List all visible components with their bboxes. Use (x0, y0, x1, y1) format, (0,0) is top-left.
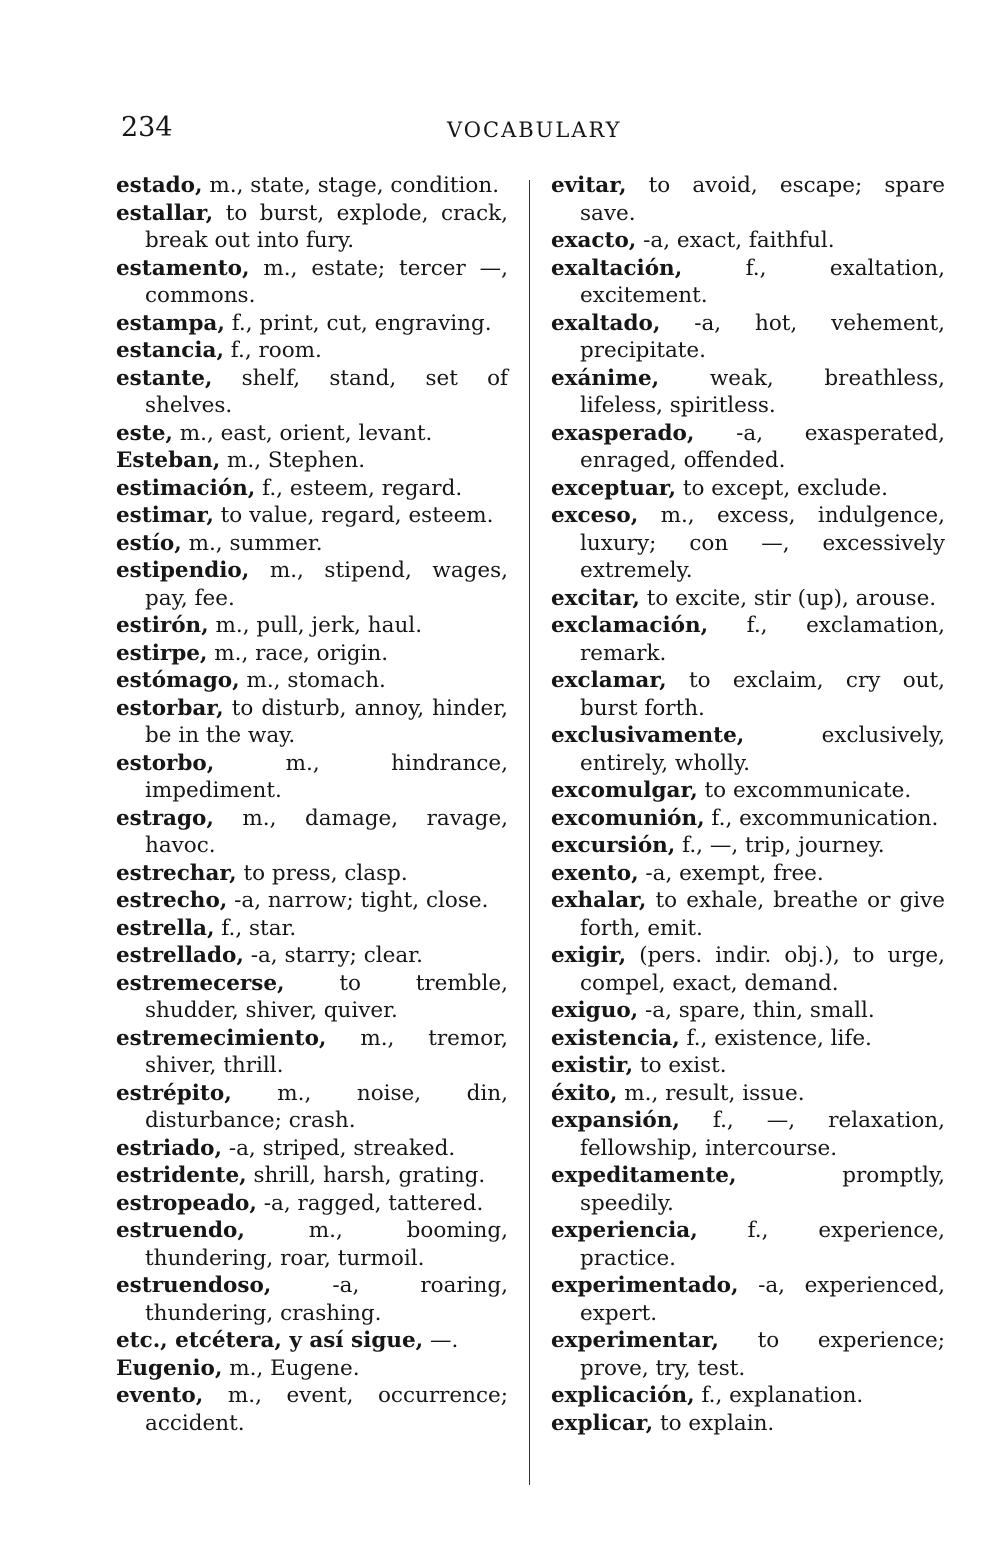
vocabulary-entry (116, 1355, 508, 1383)
vocabulary-entry (116, 1327, 508, 1355)
definition: m., Eugene. (229, 1355, 360, 1381)
headword: exigir, (551, 943, 627, 968)
definition: weak, breathless, lifeless, spiritless. (580, 365, 945, 418)
definition: f., room. (230, 338, 322, 363)
definition: to tremble, shudder, shiver, quiver. (145, 970, 508, 1023)
vocabulary-entry (116, 1135, 508, 1163)
definition: to explain. (659, 1410, 775, 1436)
vocabulary-entry (116, 1162, 508, 1190)
vocabulary-entry (116, 1217, 508, 1272)
vocabulary-entry (551, 502, 945, 585)
definition: m., hindrance, impediment. (145, 750, 508, 803)
headword: experiencia, (551, 1218, 698, 1243)
definition: to exclaim, cry out, burst forth. (580, 668, 945, 721)
vocabulary-entry (551, 805, 945, 833)
headword: éxito, (551, 1080, 618, 1106)
vocabulary-entry (551, 420, 945, 475)
vocabulary-entry (551, 612, 945, 667)
headword: explicación, (551, 1383, 695, 1408)
headword: experimentado, (551, 1273, 739, 1298)
headword: exclamación, (551, 613, 709, 638)
definition: f., experience, practice. (580, 1218, 945, 1271)
vocabulary-entry (551, 1080, 945, 1108)
headword: estrecho, (116, 888, 228, 913)
vocabulary-entry (551, 942, 945, 997)
vocabulary-entry (116, 1025, 508, 1080)
headword: exánime, (551, 365, 660, 391)
vocabulary-entry (551, 255, 945, 310)
vocabulary-entry (551, 1382, 945, 1410)
headword: exceptuar, (551, 475, 677, 501)
definition: shrill, harsh, grating. (253, 1163, 486, 1188)
headword: estado, (116, 173, 203, 198)
vocabulary-entry (116, 1382, 508, 1437)
definition: f., —, trip, journey. (682, 833, 885, 858)
vocabulary-entry (116, 1272, 508, 1327)
definition: m., event, occurrence; accident. (145, 1383, 508, 1436)
vocabulary-entry (116, 750, 508, 805)
definition: promptly, speedily. (580, 1163, 945, 1216)
definition: -a, exasperated, enraged, offended. (580, 420, 945, 473)
definition: f., existence, life. (686, 1025, 872, 1051)
headword: existir, (551, 1053, 634, 1078)
vocabulary-entry (551, 1272, 945, 1327)
definition: to excommunicate. (704, 778, 912, 803)
headword: expeditamente, (551, 1163, 737, 1188)
vocabulary-entry (116, 365, 508, 420)
headword: existencia, (551, 1025, 680, 1051)
definition: to press, clasp. (243, 860, 408, 886)
headword: exaltación, (551, 255, 683, 281)
headword: estimación, (116, 475, 256, 501)
definition: m., stomach. (246, 668, 386, 693)
definition: m., estate; tercer —, commons. (145, 255, 508, 308)
definition: m., result, issue. (624, 1080, 805, 1106)
headword: exacto, (551, 228, 637, 253)
headword: expansión, (551, 1108, 680, 1133)
vocabulary-entry (551, 1217, 945, 1272)
definition: m., damage, ravage, havoc. (145, 805, 508, 858)
definition: -a, roaring, thundering, crashing. (145, 1273, 508, 1326)
headword: etc., etcétera, y así sigue, (116, 1328, 424, 1353)
running-head: VOCABULARY (447, 118, 622, 142)
definition: f., print, cut, engraving. (231, 310, 492, 336)
headword: estómago, (116, 668, 240, 693)
headword: excitar, (551, 585, 640, 611)
headword: exaltado, (551, 310, 661, 336)
definition: -a, narrow; tight, close. (234, 888, 489, 913)
definition: f., esteem, regard. (262, 475, 463, 501)
definition: f., explanation. (701, 1383, 864, 1408)
vocabulary-entry (116, 255, 508, 310)
vocabulary-entry (551, 227, 945, 255)
right-column (551, 172, 945, 1437)
vocabulary-entry (551, 860, 945, 888)
definition: (pers. indir. obj.), to urge, compel, exact, demand. (580, 943, 945, 996)
vocabulary-entry (116, 530, 508, 558)
vocabulary-entry (116, 640, 508, 668)
definition: m., race, origin. (214, 640, 389, 666)
headword: estimar, (116, 503, 214, 528)
definition: -a, ragged, tattered. (263, 1190, 484, 1216)
headword: estrechar, (116, 860, 237, 886)
headword: excomulgar, (551, 778, 698, 803)
definition: m., summer. (188, 530, 323, 556)
headword: exceso, (551, 503, 639, 528)
definition: to experience; prove, try, test. (580, 1328, 945, 1381)
headword: estamento, (116, 255, 250, 281)
definition: to exhale, breathe or give forth, emit. (580, 888, 945, 941)
vocabulary-entry (551, 667, 945, 722)
headword: estrella, (116, 915, 215, 941)
headword: estruendo, (116, 1218, 245, 1243)
definition: f., —, relaxation, fellowship, intercourse. (580, 1108, 945, 1161)
headword: estirón, (116, 613, 209, 638)
definition: to value, regard, esteem. (220, 503, 494, 528)
vocabulary-entry (116, 200, 508, 255)
vocabulary-entry (551, 887, 945, 942)
definition: m., pull, jerk, haul. (215, 613, 423, 638)
definition: -a, experienced, expert. (580, 1273, 945, 1326)
definition: to burst, explode, crack, break out into fury. (145, 200, 508, 253)
vocabulary-entry (116, 915, 508, 943)
vocabulary-entry (551, 832, 945, 860)
headword: experimentar, (551, 1328, 719, 1353)
vocabulary-entry (116, 695, 508, 750)
definition: m., stipend, wages, pay, fee. (145, 558, 508, 611)
definition: to excite, stir (up), arouse. (646, 585, 937, 611)
definition: -a, spare, thin, small. (645, 998, 875, 1023)
headword: exiguo, (551, 998, 639, 1023)
vocabulary-entry (116, 612, 508, 640)
vocabulary-entry (551, 1410, 945, 1438)
definition: -a, exact, faithful. (643, 228, 835, 253)
definition: f., exaltation, excitement. (580, 255, 945, 308)
definition: -a, exempt, free. (645, 860, 824, 886)
vocabulary-entry (116, 942, 508, 970)
vocabulary-entry (551, 1327, 945, 1382)
headword: estrago, (116, 805, 214, 831)
headword: excursión, (551, 833, 676, 858)
definition: to exist. (639, 1053, 727, 1078)
vocabulary-entry (116, 1080, 508, 1135)
headword: estriado, (116, 1135, 222, 1161)
vocabulary-entry (551, 997, 945, 1025)
headword: exhalar, (551, 888, 647, 913)
headword: este, (116, 420, 173, 446)
headword: estruendoso, (116, 1273, 272, 1298)
headword: estropeado, (116, 1190, 257, 1216)
headword: estrépito, (116, 1080, 232, 1106)
headword: estallar, (116, 200, 214, 226)
definition: -a, hot, vehement, precipitate. (580, 310, 945, 363)
vocabulary-entry (551, 1052, 945, 1080)
headword: estremecimiento, (116, 1025, 327, 1051)
definition: m., east, orient, levant. (179, 420, 433, 446)
headword: estancia, (116, 338, 224, 363)
headword: estipendio, (116, 558, 250, 583)
definition: f., star. (221, 915, 297, 941)
definition: —. (430, 1328, 459, 1353)
vocabulary-entry (116, 502, 508, 530)
definition: -a, starry; clear. (250, 943, 423, 968)
definition: exclusively, entirely, wholly. (580, 723, 945, 776)
vocabulary-entry (551, 585, 945, 613)
vocabulary-entry (116, 887, 508, 915)
vocabulary-entry (551, 475, 945, 503)
headword: estirpe, (116, 640, 208, 666)
vocabulary-entry (551, 310, 945, 365)
headword: estío, (116, 530, 182, 556)
headword: Eugenio, (116, 1355, 223, 1381)
vocabulary-entry (116, 337, 508, 365)
vocabulary-entry (116, 172, 508, 200)
headword: estampa, (116, 310, 225, 336)
definition: m., excess, indulgence, luxury; con —, excessively extremely. (580, 503, 945, 583)
definition: to disturb, annoy, hinder, be in the way. (145, 695, 508, 748)
headword: estrellado, (116, 943, 244, 968)
definition: shelf, stand, set of shelves. (145, 365, 508, 418)
headword: estremecerse, (116, 970, 285, 996)
headword: exclusivamente, (551, 723, 745, 748)
vocabulary-entry (551, 722, 945, 777)
vocabulary-entry (116, 805, 508, 860)
definition: f., exclamation, remark. (580, 613, 945, 666)
definition: f., excommunication. (711, 805, 939, 831)
vocabulary-entry (551, 1107, 945, 1162)
headword: Esteban, (116, 448, 221, 473)
definition: -a, striped, streaked. (228, 1135, 456, 1161)
definition: m., Stephen. (227, 448, 366, 473)
headword: estorbar, (116, 695, 224, 721)
definition: m., state, stage, condition. (209, 173, 500, 198)
definition: m., noise, din, disturbance; crash. (145, 1080, 508, 1133)
definition: m., booming, thundering, roar, turmoil. (145, 1218, 508, 1271)
vocabulary-entry (116, 667, 508, 695)
vocabulary-entry (116, 420, 508, 448)
vocabulary-entry (551, 365, 945, 420)
headword: exclamar, (551, 668, 667, 693)
headword: evento, (116, 1383, 204, 1408)
vocabulary-entry (551, 172, 945, 227)
headword: exento, (551, 860, 639, 886)
headword: estante, (116, 365, 213, 391)
left-column (116, 172, 508, 1437)
vocabulary-entry (116, 310, 508, 338)
headword: exasperado, (551, 420, 695, 446)
column-divider (529, 180, 530, 1485)
definition: to except, exclude. (682, 475, 888, 501)
headword: excomunión, (551, 805, 705, 831)
vocabulary-entry (116, 860, 508, 888)
vocabulary-entry (116, 970, 508, 1025)
vocabulary-entry (116, 475, 508, 503)
definition: m., tremor, shiver, thrill. (145, 1025, 508, 1078)
definition: to avoid, escape; spare save. (580, 173, 945, 226)
headword: estorbo, (116, 750, 215, 776)
page-number: 234 (121, 112, 173, 143)
headword: estridente, (116, 1163, 247, 1188)
headword: explicar, (551, 1410, 654, 1436)
vocabulary-entry (116, 447, 508, 475)
vocabulary-entry (116, 557, 508, 612)
vocabulary-entry (116, 1190, 508, 1218)
vocabulary-entry (551, 777, 945, 805)
vocabulary-entry (551, 1025, 945, 1053)
headword: evitar, (551, 173, 627, 198)
vocabulary-entry (551, 1162, 945, 1217)
